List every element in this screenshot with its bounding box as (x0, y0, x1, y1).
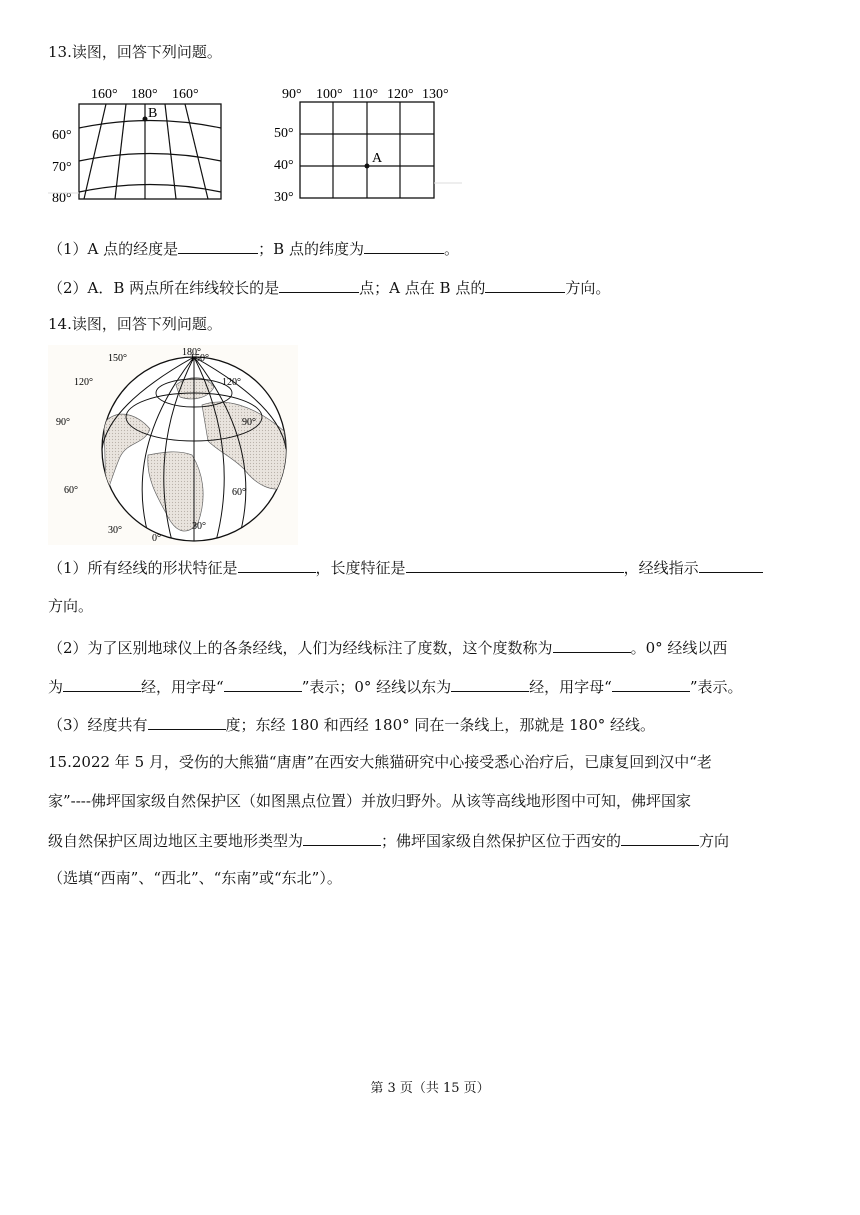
globe-label-top: 150° (108, 353, 127, 364)
globe-label-left: 60° (64, 485, 78, 496)
q14-sub2-cont: 为 经，用字母“ ”表示；0° 经线以东为 经，用字母“ ”表示。 (48, 675, 743, 697)
answer-blank[interactable] (63, 675, 141, 692)
fig1-lat-label: 80° (52, 191, 72, 206)
answer-blank[interactable] (238, 556, 316, 573)
q13-figure-polar-grid (48, 80, 238, 212)
globe-label-right: 120° (222, 377, 241, 388)
q15-line2: 家”----佛坪国家级自然保护区（如图黑点位置）并放归野外。从该等高线地形图中可知，佛坪国家 (48, 792, 691, 810)
answer-blank[interactable] (148, 713, 226, 730)
point-b-label: B (148, 106, 158, 121)
point-a-label: A (372, 151, 383, 166)
fig1-lat-label: 70° (52, 160, 72, 175)
q14-globe-figure (48, 345, 298, 545)
fig1-lon-label: 160° (172, 87, 199, 102)
fig1-lon-label: 160° (91, 87, 118, 102)
globe-label-left: 90° (56, 417, 70, 428)
fig1-lon-label: 180° (131, 87, 158, 102)
globe-label-left: 30° (108, 525, 122, 536)
fig2-lon-label: 110° (352, 87, 379, 102)
q14-sub2: （2）为了区别地球仪上的各条经线，人们为经线标注了度数，这个度数称为 。0° 经线以西 (48, 636, 727, 658)
fig2-lon-label: 120° (387, 87, 414, 102)
fig2-lon-label: 100° (316, 87, 343, 102)
point-b-marker (143, 117, 148, 122)
fig2-lon-label: 130° (422, 87, 449, 102)
q15-line4: （选填“西南”、“西北”、“东南”或“东北”）。 (48, 869, 342, 887)
answer-blank[interactable] (553, 636, 631, 653)
q13-sub1: （1）A 点的经度是 ；B 点的纬度为 。 (48, 237, 459, 259)
globe-label-top: 150° (190, 353, 209, 364)
globe-label-left: 120° (74, 377, 93, 388)
q14-sub1-cont: 方向。 (48, 597, 94, 615)
globe-label-right: 90° (242, 417, 256, 428)
q13-sub2: （2）A．B 两点所在纬线较长的是 点；A 点在 B 点的 方向。 (48, 276, 610, 298)
q14-title: 14.读图，回答下列问题。 (48, 315, 222, 333)
answer-blank[interactable] (303, 829, 381, 846)
page-footer: 第 3 页（共 15 页） (370, 1081, 490, 1096)
fig2-lat-label: 30° (274, 190, 294, 205)
globe-label-right: 60° (232, 487, 246, 498)
answer-blank[interactable] (612, 675, 690, 692)
globe-label-bottom: 0° (152, 533, 161, 544)
q15-line1: 15.2022 年 5 月，受伤的大熊猫“唐唐”在西安大熊猫研究中心接受悉心治疗后，已康复回到汉中“老 (48, 753, 712, 771)
answer-blank[interactable] (406, 556, 624, 573)
q13-figure-rect-grid (272, 80, 462, 212)
answer-blank[interactable] (279, 276, 359, 293)
answer-blank[interactable] (485, 276, 565, 293)
answer-blank[interactable] (451, 675, 529, 692)
fig2-lat-label: 50° (274, 126, 294, 141)
fig2-lon-label: 90° (282, 87, 302, 102)
globe-label-right: 30° (192, 521, 206, 532)
fig2-lat-label: 40° (274, 158, 294, 173)
q13-title: 13.读图，回答下列问题。 (48, 43, 222, 61)
point-a-marker (365, 164, 370, 169)
answer-blank[interactable] (224, 675, 302, 692)
q15-line3: 级自然保护区周边地区主要地形类型为 ；佛坪国家级自然保护区位于西安的 方向 (48, 829, 729, 851)
globe-label-top: 180° (182, 347, 201, 358)
q14-sub3: （3）经度共有 度；东经 180 和西经 180° 同在一条线上，那就是 180° 经线。 (48, 713, 655, 735)
answer-blank[interactable] (699, 556, 763, 573)
q14-sub1: （1）所有经线的形状特征是 ，长度特征是 ，经线指示 (48, 556, 763, 578)
fig1-lat-label: 60° (52, 128, 72, 143)
answer-blank[interactable] (364, 237, 444, 254)
answer-blank[interactable] (621, 829, 699, 846)
answer-blank[interactable] (178, 237, 258, 254)
